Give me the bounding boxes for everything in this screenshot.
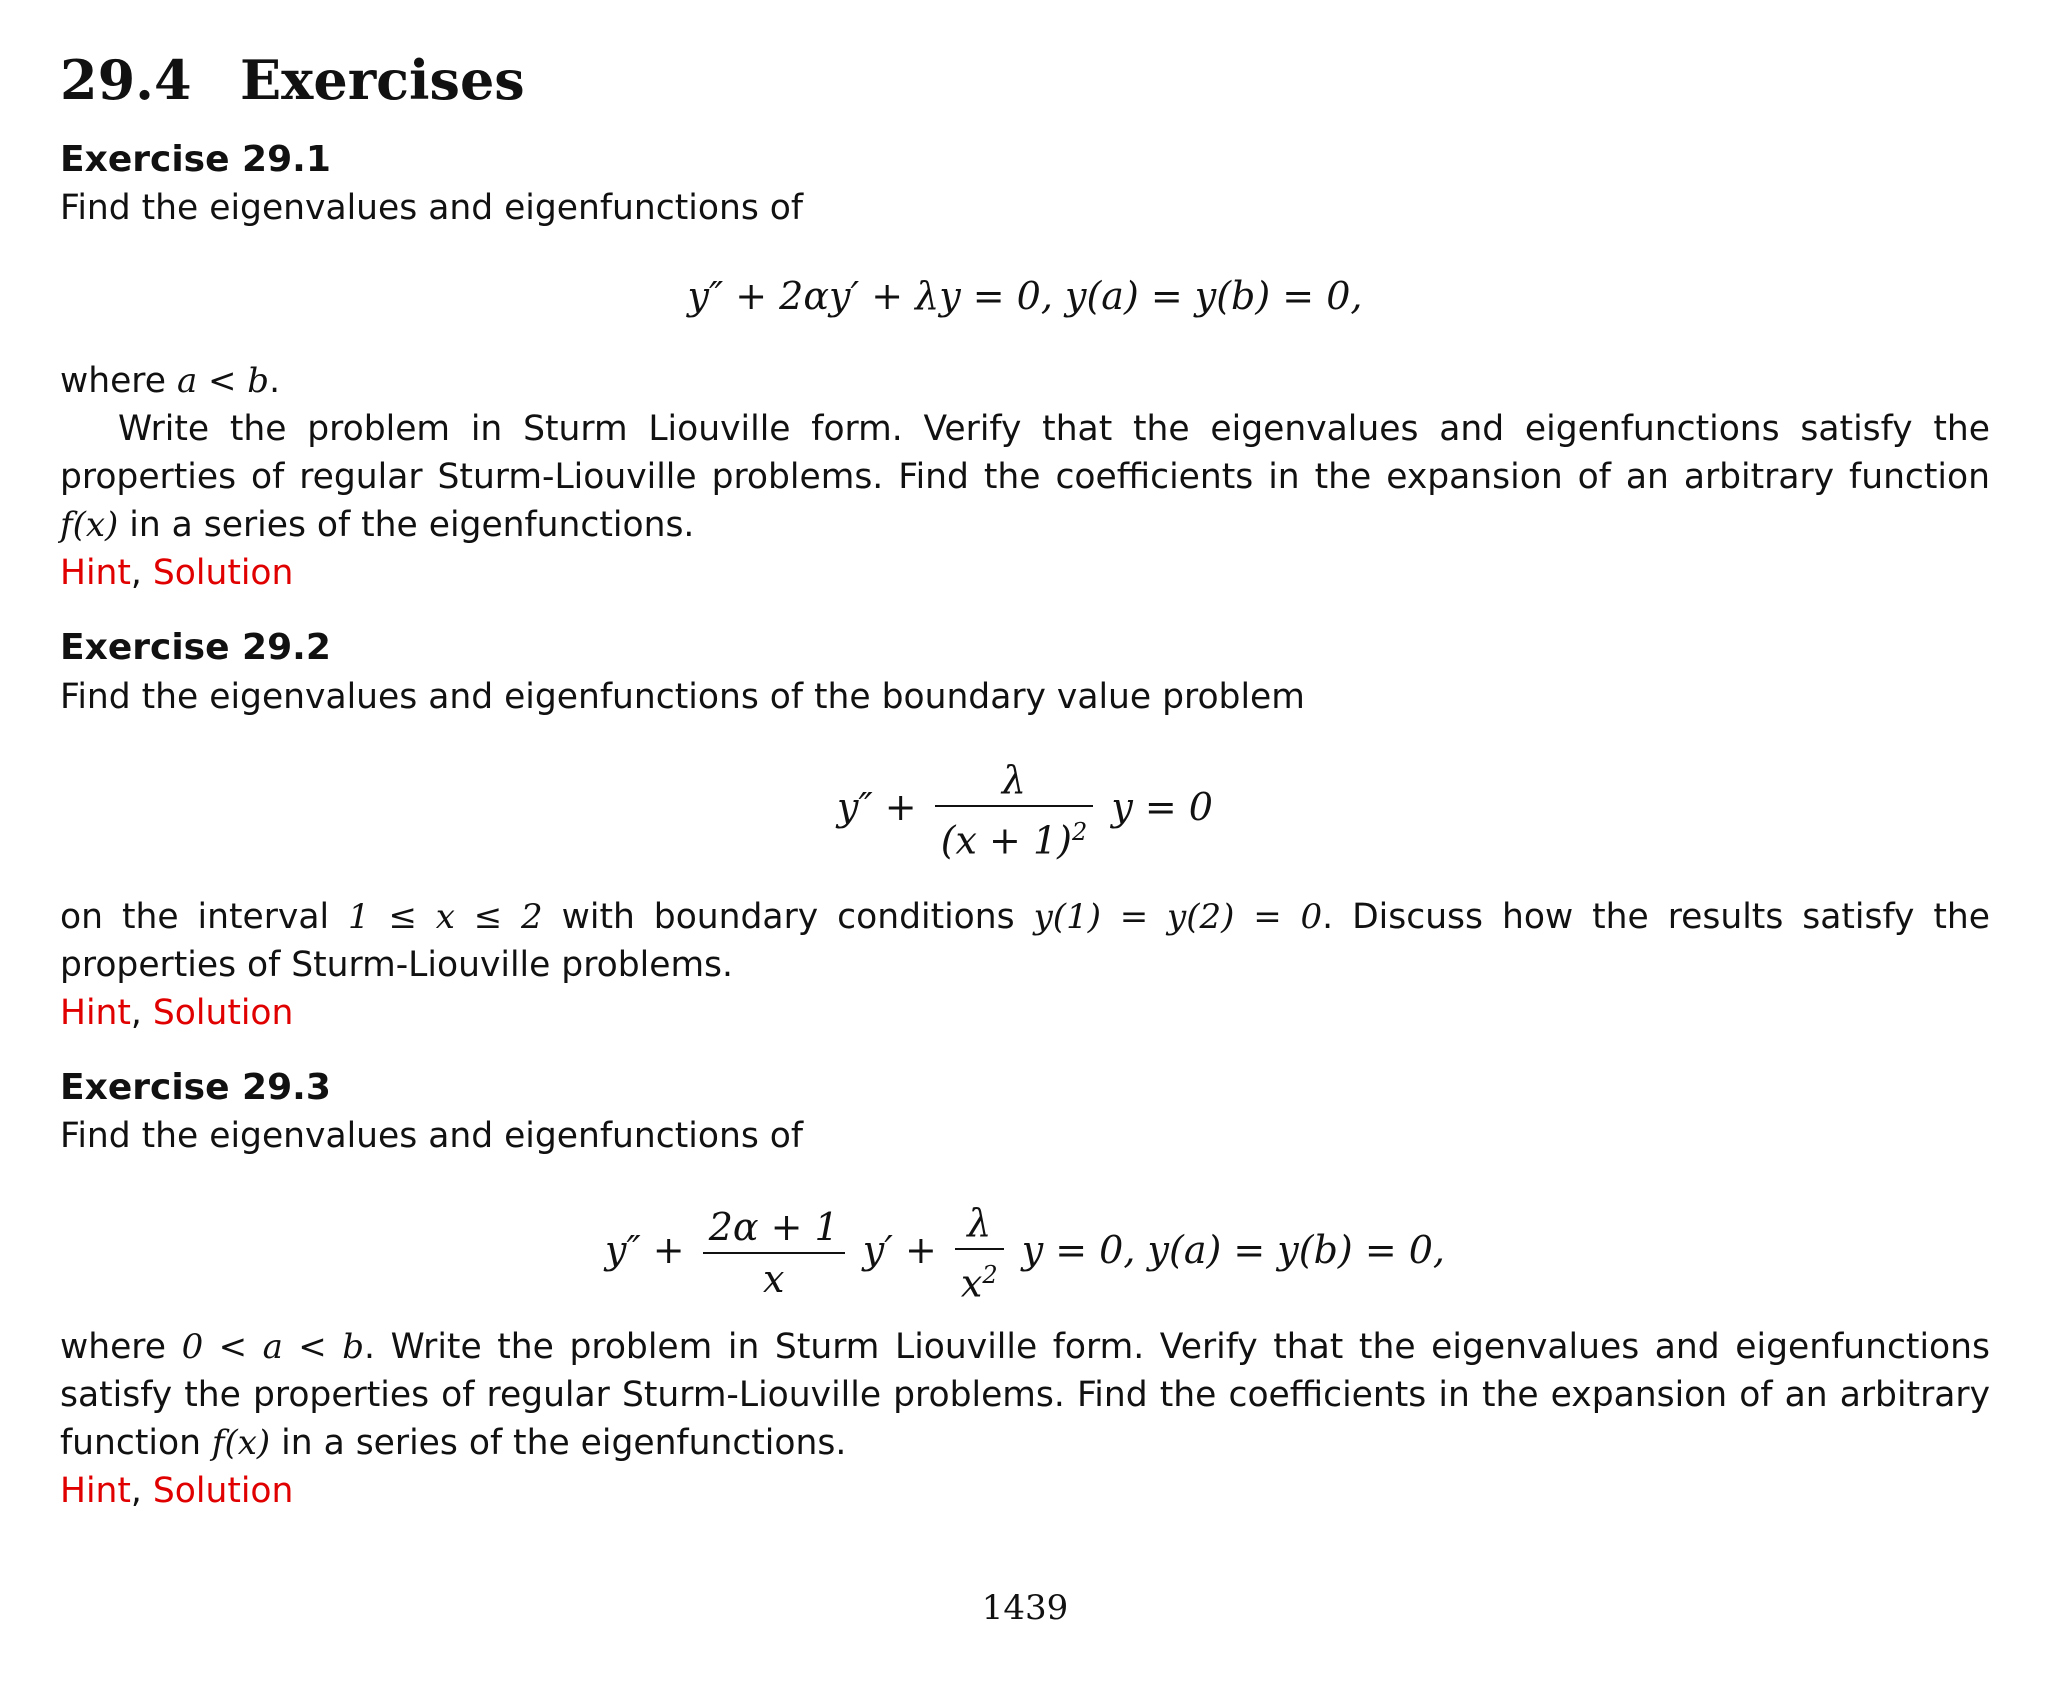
section-heading <box>60 44 525 116</box>
exercise-body: where 0 < a < b. Write the problem in Sturm Liouville form. Verify that the eigenvalues and eigenfunctions satisfy the properties of regular Sturm-Liouville problems. Find the coefficients in the expansion of an arbitrary function f(x) in a series of the eigenfunctions. <box>60 1327 1990 1463</box>
math-inline: 1 ≤ x ≤ 2 <box>348 897 543 937</box>
exercise-links: Hint, Solution <box>60 553 294 593</box>
exercise-body: Write the problem in Sturm Liouville form. Verify that the eigenvalues and eigenfunctions satisfy the properties of regular Sturm-Liouville problems. Find the coefficients in the expansion of an arbitrary function f(x) in a series of the eigenfunctions. <box>60 409 1990 545</box>
exercise-links: Hint, Solution <box>60 1471 294 1511</box>
fraction: $\frac{\lambda}{(x + 1)^2}$ <box>935 755 1094 866</box>
math-inline: a < b <box>176 361 270 401</box>
math-inline: f(x) <box>60 505 119 545</box>
math-inline: f(x) <box>211 1423 271 1463</box>
exercise-body: on the interval 1 ≤ x ≤ 2 with boundary conditions y(1) = y(2) = 0. Discuss how the results satisfy the properties of Sturm-Liouville problems. <box>60 897 1990 985</box>
page <box>60 0 1990 1687</box>
hint-link[interactable]: Hint <box>60 1471 131 1511</box>
page-number: 1439 <box>981 1588 1069 1628</box>
exercise-equation: y″ + $\frac{2\alpha + 1}{x}$ y′ + $\frac{\lambda}{x^2}$ y = 0, y(a) = y(b) = 0, <box>60 1198 1990 1309</box>
section-number: 29.4 <box>60 48 192 112</box>
hint-link[interactable]: Hint <box>60 553 131 593</box>
section-title: Exercises <box>240 48 525 112</box>
math-inline: 0 < a < b <box>181 1327 365 1367</box>
exercise-intro: Find the eigenvalues and eigenfunctions of <box>60 188 804 228</box>
fraction: $\frac{2\alpha + 1}{x}$ <box>703 1202 845 1304</box>
math-inline: y(1) = y(2) = 0 <box>1033 897 1323 937</box>
exercise-condition: where a < b. <box>60 361 281 401</box>
hint-link[interactable]: Hint <box>60 993 131 1033</box>
solution-link[interactable]: Solution <box>152 1471 294 1511</box>
exercise-equation: y″ + 2αy′ + λy = 0, y(a) = y(b) = 0, <box>687 274 1363 318</box>
exercise-title: Exercise 29.1 <box>60 139 331 180</box>
exercise-intro: Find the eigenvalues and eigenfunctions of the boundary value problem <box>60 677 1305 717</box>
exercise-title: Exercise 29.2 <box>60 627 331 668</box>
solution-link[interactable]: Solution <box>152 553 294 593</box>
solution-link[interactable]: Solution <box>152 993 294 1033</box>
exercise-title: Exercise 29.3 <box>60 1067 331 1108</box>
exercise-links: Hint, Solution <box>60 993 294 1033</box>
exercise-intro: Find the eigenvalues and eigenfunctions of <box>60 1116 804 1156</box>
exercise-equation: y″ + $\frac{\lambda}{(x + 1)^2}$ y = 0 <box>60 755 1990 866</box>
fraction: $\frac{\lambda}{x^2}$ <box>955 1198 1004 1309</box>
